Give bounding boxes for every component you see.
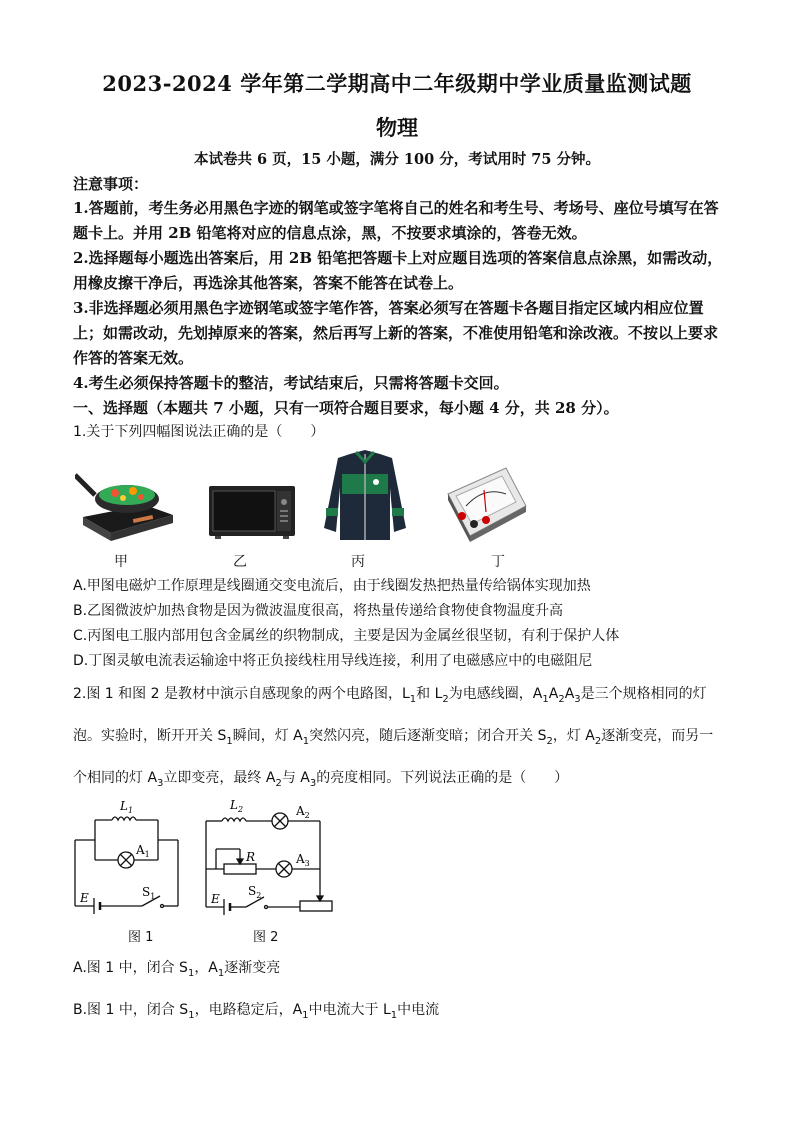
label-A3: $A_3$	[296, 852, 310, 868]
label-E-fig2: E	[211, 892, 220, 906]
note-item-2: 2.选择题每小题选出答案后，用 2B 铅笔把答题卡上对应题目选项的答案信息点涂黑，如需改动，用橡皮擦干净后，再选涂其他答案，答案不能答在试卷上。	[73, 249, 723, 292]
q2-option-a: A.图 1 中，闭合 $S_1$，$A_1$逐渐变亮	[73, 960, 281, 979]
q1-option-d: D.丁图灵敏电流表运输途中将正负接线柱用导线连接，利用了电磁感应中的电磁阻尼	[73, 653, 593, 669]
label-R: R	[246, 850, 256, 864]
note-item-4: 4.考生必须保持答题卡的整洁，考试结束后，只需将答题卡交回。	[73, 374, 509, 392]
label-S2: $S_2$	[248, 884, 262, 900]
q1-option-b: B.乙图微波炉加热食物是因为微波温度很高，将热量传递给食物使食物温度升高	[73, 603, 564, 619]
exam-title: 2023-2024 学年第二学期高中二年级期中学业质量监测试题	[102, 71, 692, 96]
q2-stem-line-2: 泡。实验时，断开开关 $S_1$瞬间，灯 $A_1$突然闪亮，随后逐渐变暗；闭合开关 $S_2$，灯 $A_2$逐渐变亮，而另一	[73, 728, 714, 747]
circuit-figure-2	[200, 795, 340, 920]
notes-heading: 注意事项：	[73, 175, 149, 193]
label-S1: $S_1$	[142, 885, 156, 901]
q2-stem-line-1: 2.图 1 和图 2 是教材中演示自感现象的两个电路图，$L_1$和 $L_2$为电感线圈，$A_1A_2A_3$是三个规格相同的灯	[73, 686, 707, 705]
label-L1: $L_1$	[120, 799, 134, 815]
label-E-fig1: E	[80, 891, 89, 905]
q1-label-yi: 乙	[233, 554, 247, 570]
q2-option-b: B.图 1 中，闭合 $S_1$，电路稳定后，$A_1$中电流大于 $L_1$中电流	[73, 1002, 440, 1021]
q1-option-c: C.丙图电工服内部用包含金属丝的织物制成，主要是因为金属丝很坚韧，有利于保护人体	[73, 628, 620, 644]
exam-info: 本试卷共 6 页，15 小题，满分 100 分，考试用时 75 分钟。	[193, 151, 601, 168]
microwave-image	[207, 482, 297, 542]
section-heading: 一、选择题（本题共 7 小题，只有一项符合题目要求，每小题 4 分，共 28 分）。	[73, 399, 619, 417]
circuit-figure-1	[70, 798, 185, 918]
figure-1-caption: 图 1	[128, 930, 154, 945]
q1-stem: 1.关于下列四幅图说法正确的是（ ）	[73, 424, 325, 440]
note-item-1: 1.答题前，考生务必用黑色字迹的钢笔或签字笔将自己的姓名和考生号、考场号、座位号填写在答题卡上。并用 2B 铅笔将对应的信息点涂，黑，不按要求填涂的，答卷无效。	[73, 199, 719, 242]
label-L2: $L_2$	[230, 798, 244, 814]
label-A2: $A_2$	[296, 804, 310, 820]
subject-title: 物理	[376, 115, 418, 140]
q1-label-ding: 丁	[491, 554, 505, 570]
electrician-jacket-image	[320, 448, 410, 544]
label-A1: $A_1$	[136, 843, 150, 859]
q2-stem-line-3: 个相同的灯 $A_3$立即变亮，最终 $A_2$与 $A_3$的亮度相同。下列说法正确的是（ ）	[73, 770, 569, 789]
figure-2-caption: 图 2	[253, 930, 279, 945]
q1-label-jia: 甲	[114, 554, 128, 570]
q1-label-bing: 丙	[351, 554, 365, 570]
induction-cooker-image	[75, 455, 175, 545]
note-item-3: 3.非选择题必须用黑色字迹钢笔或签字笔作答，答案必须写在答题卡各题目指定区域内相应位置上；如需改动，先划掉原来的答案，然后再写上新的答案，不准使用铅笔和涂改液。不按以上要求作答的答案无效。	[73, 299, 719, 367]
galvanometer-image	[444, 458, 528, 542]
q1-option-a: A.甲图电磁炉工作原理是线圈通交变电流后，由于线圈发热把热量传给锅体实现加热	[73, 578, 591, 594]
